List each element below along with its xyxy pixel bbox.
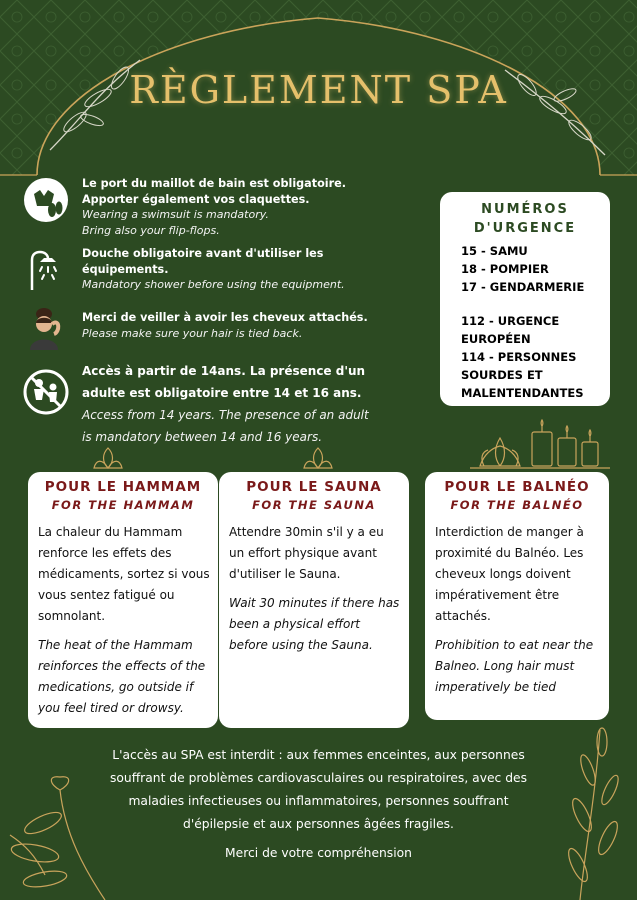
shower-icon xyxy=(22,246,70,294)
rule-en-line: Bring also your flip-flops. xyxy=(82,223,220,237)
page-title: RÈGLEMENT SPA xyxy=(129,68,508,112)
card-subtitle: FOR THE HAMMAM xyxy=(51,498,195,512)
rule-fr-line: Douche obligatoire avant d'utiliser les xyxy=(82,247,324,260)
emergency-number-line: 18 - POMPIER xyxy=(461,262,549,276)
notice-line: maladies infectieuses ou inflammatoires, personnes souffrant xyxy=(128,794,509,808)
access-restriction-notice xyxy=(0,744,637,836)
emergency-title-line: D'URGENCE xyxy=(473,221,577,236)
emergency-number-line: 114 - PERSONNES xyxy=(461,350,577,364)
hammam-card xyxy=(28,472,218,728)
card-text-fr: Interdiction de manger à proximité du Balnéo. Les cheveux longs doivent impérativement être attachés. xyxy=(435,525,584,623)
rule-fr-line: Le port du maillot de bain est obligatoire. xyxy=(82,177,346,190)
card-title: POUR LE HAMMAM xyxy=(44,479,202,495)
card-subtitle: FOR THE BALNÉO xyxy=(450,498,584,512)
rule-en-line: Please make sure your hair is tied back. xyxy=(82,326,303,340)
card-title: POUR LE BALNÉO xyxy=(444,479,590,495)
rule-fr-line: Apporter également vos claquettes. xyxy=(82,192,310,206)
rule-fr-line: Merci de veiller à avoir les cheveux attachés. xyxy=(82,311,368,324)
no-children-icon xyxy=(22,368,70,416)
card-text-en: The heat of the Hammam reinforces the effects of the medications, go outside if you feel tired or drowsy. xyxy=(38,638,206,715)
emergency-number-line: MALENTENDANTES xyxy=(461,386,584,400)
rule-en-line: Wearing a swimsuit is mandatory. xyxy=(82,208,269,221)
emergency-number-line: 112 - URGENCE xyxy=(461,314,560,328)
card-title: POUR LE SAUNA xyxy=(246,479,382,495)
swimsuit-flipflops-icon xyxy=(22,176,70,224)
emergency-number-line: EUROPÉEN xyxy=(461,332,531,346)
rule-fr-line: Accès à partir de 14ans. La présence d'un xyxy=(82,364,366,378)
card-text-fr: Attendre 30min s'il y a eu un effort physique avant d'utiliser le Sauna. xyxy=(229,525,384,581)
card-text-fr: La chaleur du Hammam renforce les effets des médicaments, sortez si vous vous sentez fatigué ou somnolant. xyxy=(38,525,210,623)
rule-en-line: Mandatory shower before using the equipment. xyxy=(82,278,345,291)
notice-line: d'épilepsie et aux personnes âgées fragiles. xyxy=(183,817,454,831)
lotus-candles-decoration xyxy=(470,418,610,472)
card-text-en: Prohibition to eat near the Balneo. Long hair must imperatively be tied xyxy=(435,638,594,694)
rule-en-line: Access from 14 years. The presence of an adult xyxy=(82,408,369,422)
emergency-number-line: 15 - SAMU xyxy=(461,244,528,258)
emergency-number-line: SOURDES ET xyxy=(461,368,543,382)
balneo-card xyxy=(425,472,609,720)
sauna-card xyxy=(219,472,409,728)
card-subtitle: FOR THE SAUNA xyxy=(252,498,376,512)
card-text-en: Wait 30 minutes if there has been a physical effort before using the Sauna. xyxy=(229,596,400,652)
emergency-number-line: 17 - GENDARMERIE xyxy=(461,280,585,294)
emergency-title-line: NUMÉROS xyxy=(481,202,569,217)
rule-fr-line: adulte est obligatoire entre 14 et 16 ans. xyxy=(82,386,362,400)
tied-hair-icon xyxy=(22,304,70,352)
notice-line: L'accès au SPA est interdit : aux femmes enceintes, aux personnes xyxy=(112,748,525,762)
rule-en-line: is mandatory between 14 and 16 years. xyxy=(82,430,323,444)
thanks-message: Merci de votre compréhension xyxy=(225,846,412,860)
rule-fr-line: équipements. xyxy=(82,262,169,276)
small-lotus-left-decoration xyxy=(90,446,126,470)
emergency-numbers-box xyxy=(440,192,610,406)
notice-line: souffrant de problèmes cardiovasculaires ou respiratoires, avec des xyxy=(109,771,527,785)
small-lotus-center-decoration xyxy=(300,446,336,470)
